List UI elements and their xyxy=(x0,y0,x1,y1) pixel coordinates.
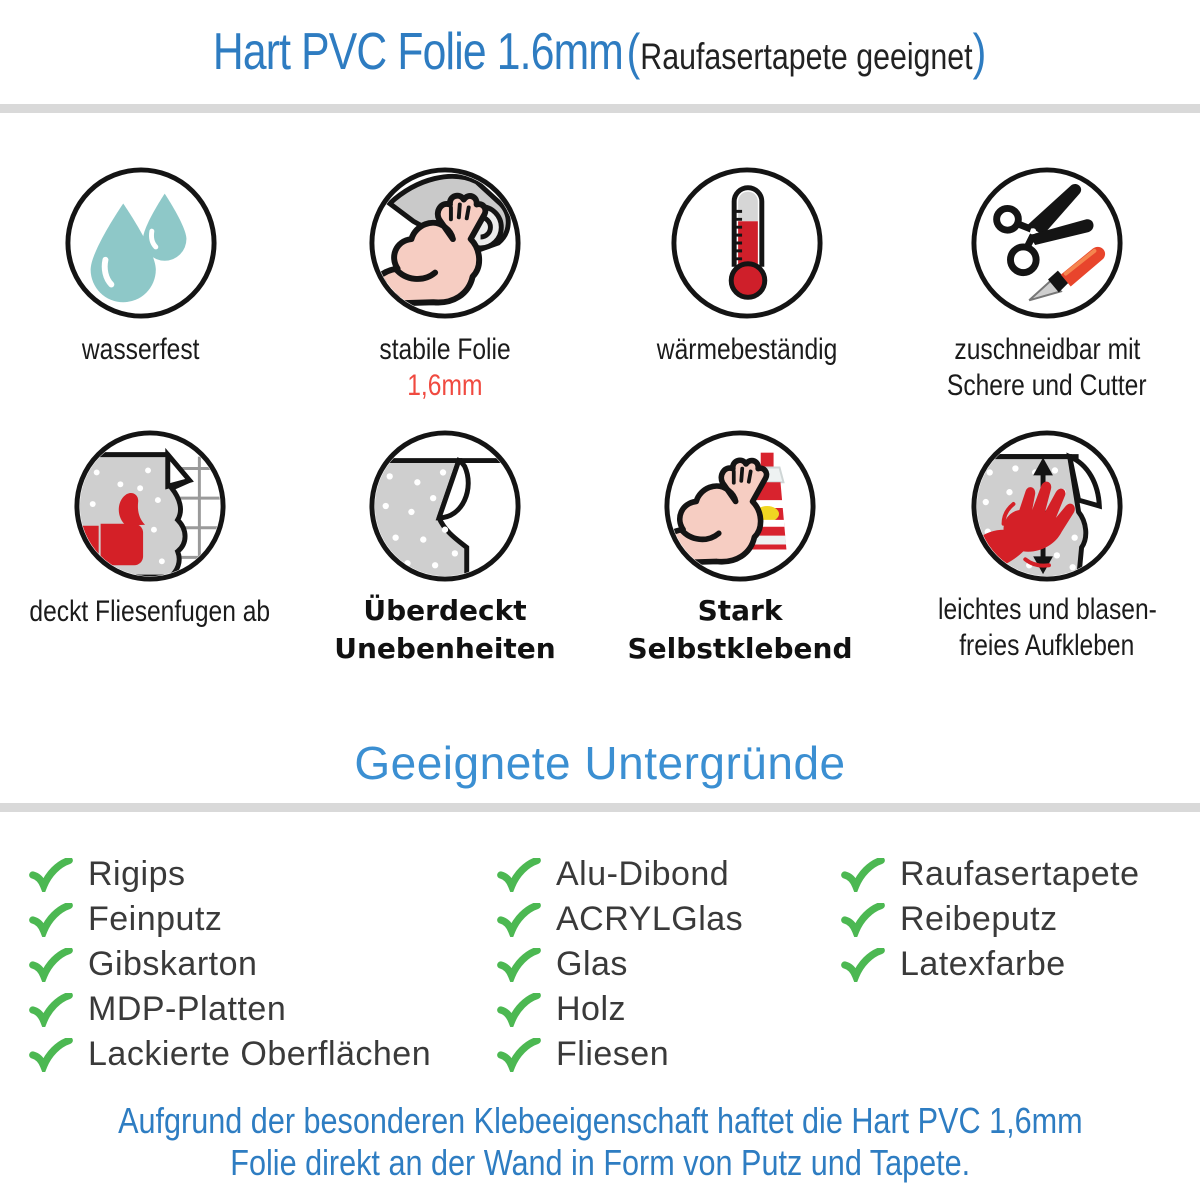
check-icon xyxy=(840,858,886,892)
check-icon xyxy=(28,948,74,982)
feature-label-zuschneidbar: zuschneidbar mit Schere und Cutter xyxy=(947,333,1147,402)
list-item: Lackierte Oberflächen xyxy=(28,1032,431,1077)
check-icon xyxy=(496,993,542,1027)
list-item: Raufasertapete xyxy=(840,852,1140,897)
list-item: Fliesen xyxy=(496,1032,743,1077)
smoothing-hand-icon xyxy=(968,427,1126,585)
title-main: Hart PVC Folie 1.6mm xyxy=(213,23,624,81)
list-item: MDP-Platten xyxy=(28,987,431,1032)
thermometer-icon xyxy=(668,164,826,322)
feature-label-ueberdeckt: Überdeckt Unebenheiten xyxy=(334,594,556,665)
list-item: Rigips xyxy=(28,852,431,897)
check-icon xyxy=(840,948,886,982)
title-paren-open: ( xyxy=(627,24,641,80)
list-item: Reibeputz xyxy=(840,897,1140,942)
feature-note-thickness: 1,6mm xyxy=(407,369,483,402)
tile-joints-thumb-icon xyxy=(71,427,229,585)
list-item: Latexfarbe xyxy=(840,942,1140,987)
footer-note: Aufgrund der besonderen Klebeeigenschaft haftet die Hart PVC 1,6mm Folie direkt an der Wand in Form von Putz und Tapete. xyxy=(117,1100,1083,1183)
check-icon xyxy=(496,1038,542,1072)
title-note: Raufasertapete geeignet xyxy=(640,36,974,77)
feature-label-wasserfest: wasserfest xyxy=(82,333,200,366)
list-item: ACRYLGlas xyxy=(496,897,743,942)
check-icon xyxy=(496,858,542,892)
subsurfaces-column-2 xyxy=(496,852,743,1077)
list-item: Holz xyxy=(496,987,743,1032)
flex-arm-foil-icon xyxy=(366,164,524,322)
check-icon xyxy=(28,903,74,937)
water-drops-icon xyxy=(62,164,220,322)
list-item: Glas xyxy=(496,942,743,987)
title-paren-close: ) xyxy=(973,24,987,80)
subsurfaces-column-3 xyxy=(840,852,1140,987)
subsurfaces-heading: Geeignete Untergründe xyxy=(354,737,846,789)
page-title xyxy=(0,22,1200,82)
list-item: Gibskarton xyxy=(28,942,431,987)
foil-fold-icon xyxy=(366,427,524,585)
feature-label-fliesenfugen: deckt Fliesenfugen ab xyxy=(29,595,271,628)
check-icon xyxy=(28,858,74,892)
check-icon xyxy=(840,903,886,937)
subsurfaces-column-1 xyxy=(28,852,431,1077)
check-icon xyxy=(28,993,74,1027)
list-item: Feinputz xyxy=(28,897,431,942)
feature-label-selbstklebend: Stark Selbstklebend xyxy=(627,594,853,665)
check-icon xyxy=(496,948,542,982)
glue-tube-arm-icon xyxy=(661,427,819,585)
feature-label-stabile-folie: stabile Folie 1,6mm xyxy=(280,332,610,404)
list-item: Alu-Dibond xyxy=(496,852,743,897)
scissors-cutter-icon xyxy=(968,164,1126,322)
divider-middle xyxy=(0,803,1200,812)
check-icon xyxy=(496,903,542,937)
feature-label-waermebestaendig: wärmebeständig xyxy=(656,333,838,366)
check-icon xyxy=(28,1038,74,1072)
divider-top xyxy=(0,104,1200,113)
feature-label-aufkleben: leichtes und blasen- freies Aufkleben xyxy=(937,593,1157,662)
